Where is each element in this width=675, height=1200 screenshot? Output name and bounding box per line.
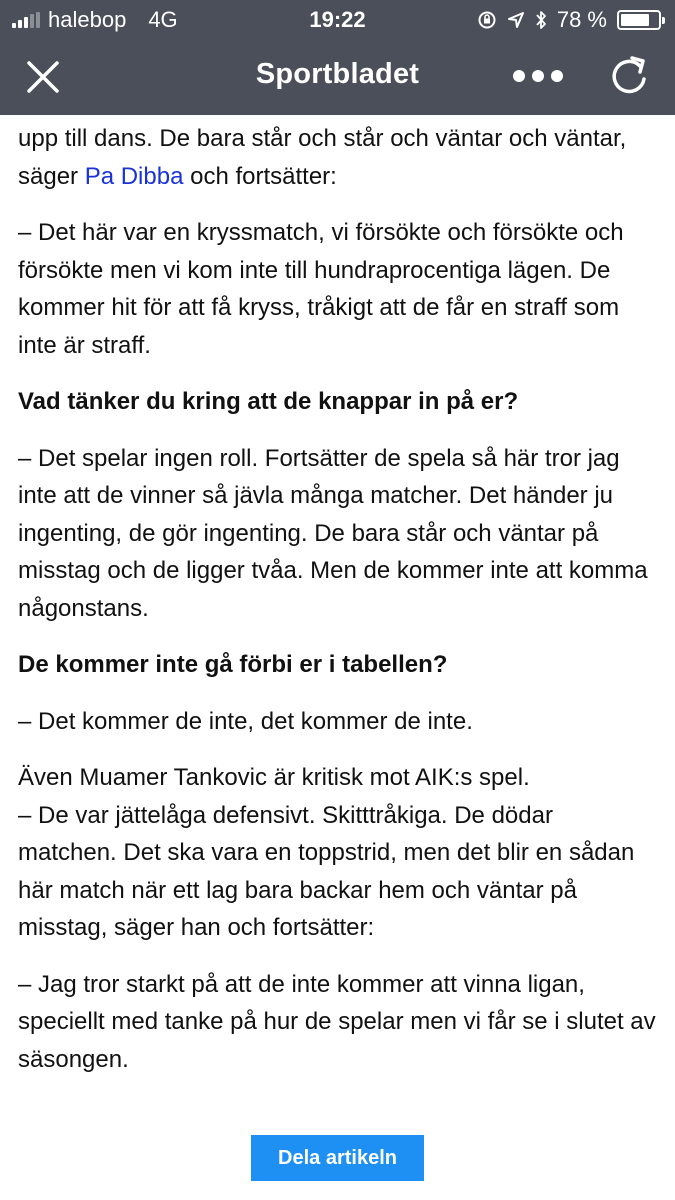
status-bar	[0, 0, 675, 38]
article-paragraph: Även Muamer Tankovic är kritisk mot AIK:s spel.	[18, 764, 530, 791]
more-dots-icon[interactable]	[510, 64, 566, 88]
article-body	[0, 115, 675, 1097]
interview-question: De kommer inte gå förbi er i tabellen?	[18, 651, 448, 678]
battery-icon	[617, 10, 661, 30]
article-paragraph: – Det spelar ingen roll. Fortsätter de spela så här tror jag inte att de vinner så jävla många matcher. Det händer ju ingenting, de gör ingenting. De bara står och väntar på misstag och de ligger tvåa. Men de kommer inte att komma någonstans.	[18, 444, 648, 622]
article-paragraph: – Jag tror starkt på att de inte kommer att vinna ligan, speciellt med tanke på hur de spelar men vi får se i slutet av säsongen.	[18, 970, 656, 1073]
article-paragraph	[18, 120, 657, 195]
article-paragraph: – Det här var en kryssmatch, vi försökte och försökte och försökte men vi kom inte till hundraprocentiga lägen. De kommer hit för att få kryss, tråkigt att de får en straff som inte är straff.	[18, 219, 624, 359]
share-article-button[interactable]: Dela artikeln	[251, 1135, 424, 1181]
paragraph-text: och fortsätter:	[183, 162, 337, 190]
reload-icon[interactable]	[606, 54, 652, 100]
network-type: 4G	[148, 7, 178, 32]
rotation-lock-icon	[477, 10, 497, 30]
carrier-name: halebop	[48, 7, 127, 32]
article-paragraph: – Det kommer de inte, det kommer de inte.	[18, 707, 473, 735]
article-paragraph: – De var jättelåga defensivt. Skitttråkiga. De dödar matchen. Det ska vara en toppstrid, men det blir en sådan här match när ett lag bara backar hem och väntar på misstag, säger han och fortsätter:	[18, 801, 635, 941]
nav-bar	[0, 38, 675, 115]
battery-percentage: 78 %	[556, 7, 607, 32]
interview-question: Vad tänker du kring att de knappar in på er?	[18, 388, 519, 415]
status-right	[477, 7, 661, 33]
location-icon	[507, 11, 525, 29]
player-link[interactable]: Pa Dibba	[84, 162, 184, 190]
status-time: 19:22	[309, 7, 366, 32]
battery-fill	[621, 14, 649, 26]
paragraph-text: upp till dans. De bara står och står och väntar och väntar, säger	[18, 125, 627, 190]
bluetooth-icon	[535, 10, 547, 30]
app-header	[0, 0, 675, 115]
page-title: Sportbladet	[255, 58, 420, 90]
